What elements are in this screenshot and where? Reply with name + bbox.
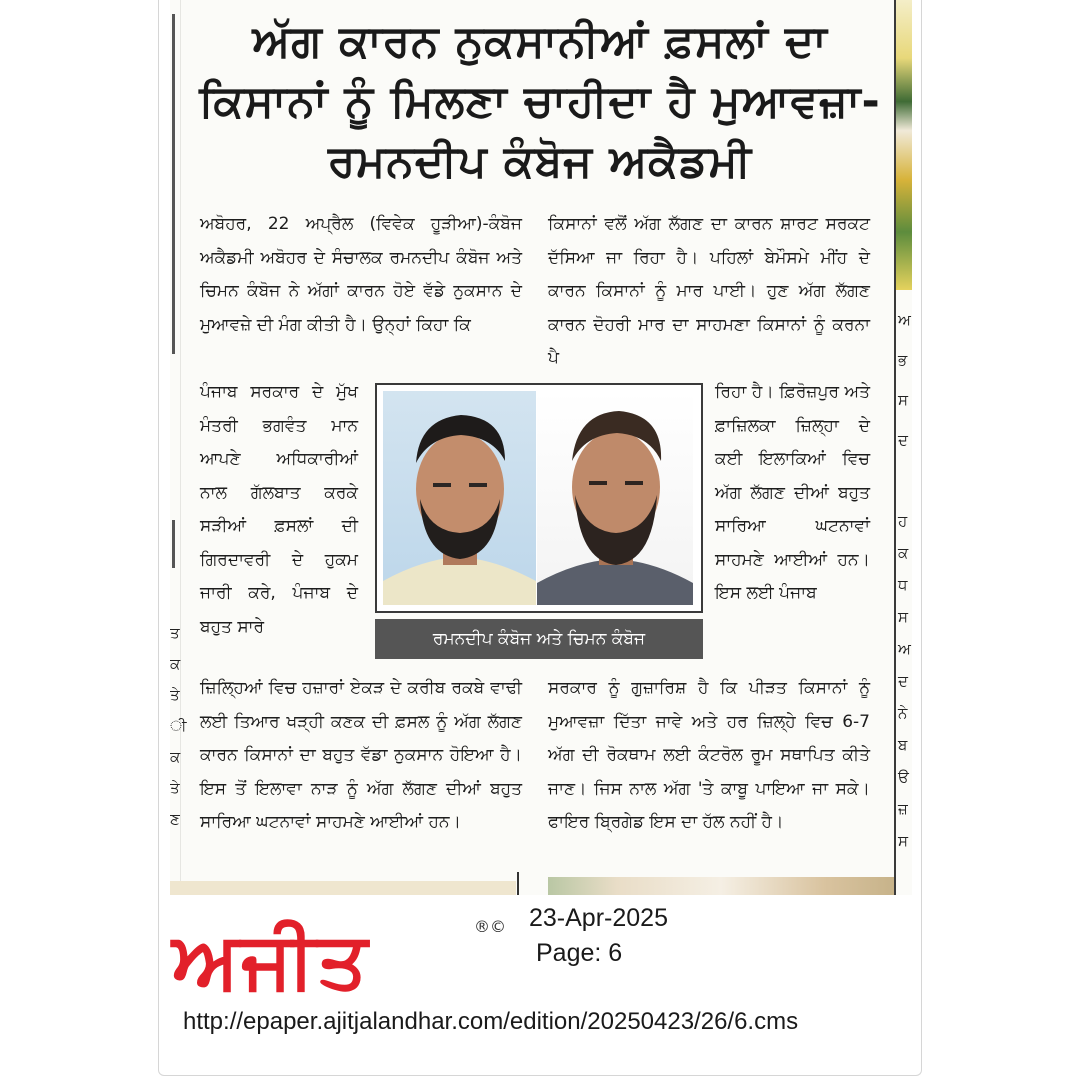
right-edge-lower-char: ਕ <box>898 544 909 562</box>
left-edge-char: ਕ <box>170 655 181 673</box>
right-edge-upper-char: ਅ <box>898 311 911 329</box>
right-edge-lower-char: ਅ <box>898 640 911 658</box>
epaper-url[interactable]: http://epaper.ajitjalandhar.com/edition/20250423/26/6.cms <box>183 1008 799 1035</box>
right-edge-text-lower <box>898 505 912 857</box>
left-column-rule-lower <box>172 520 175 568</box>
portrait-left <box>383 391 536 605</box>
right-edge-lower-char: ਹ <box>898 512 908 530</box>
right-edge-upper-char: ਸ <box>898 391 908 409</box>
left-edge-text <box>170 618 187 835</box>
right-edge-lower-char: ਸ <box>898 608 908 626</box>
page-number: Page: 6 <box>536 939 623 967</box>
article-photo <box>375 383 703 613</box>
article-col1-top: ਅਬੋਹਰ, 22 ਅਪ੍ਰੈਲ (ਵਿਵੇਕ ਹੂੜੀਆ)-ਕੰਬੋਜ ਅਕੈਡਮੀ ਅਬੋਹਰ ਦੇ ਸੰਚਾਲਕ ਰਮਨਦੀਪ ਕੰਬੋਜ ਅਤੇ ਚਿਮਨ ਕੰਬੋਜ ਨੇ ਅੱਗਾਂ ਕਾਰਨ ਹੋਏ ਵੱਡੇ ਨੁਕਸਾਨ ਦੇ ਮੁਆਵਜ਼ੇ ਦੀ ਮੰਗ ਕੀਤੀ ਹੈ। ਉਨ੍ਹਾਂ ਕਿਹਾ ਕਿ <box>200 214 522 335</box>
article-col1-wrap: ਪੰਜਾਬ ਸਰਕਾਰ ਦੇ ਮੁੱਖ ਮੰਤਰੀ ਭਗਵੰਤ ਮਾਨ ਆਪਣੇ ਅਧਿਕਾਰੀਆਂ ਨਾਲ ਗੱਲਬਾਤ ਕਰਕੇ ਸੜੀਆਂ ਫ਼ਸਲਾਂ ਦੀ ਗਿਰਦਾਵਰੀ ਦੇ ਹੁਕਮ ਜਾਰੀ ਕਰੇ, ਪੰਜਾਬ ਦੇ ਬਹੁਤ ਸਾਰੇ <box>200 382 358 637</box>
column-divider-rule <box>517 872 519 895</box>
right-edge-lower-char: ਸ <box>898 832 908 850</box>
left-column-rule <box>172 14 175 354</box>
ajit-logo <box>172 915 512 1007</box>
left-edge-char: ਤੇ <box>170 686 180 704</box>
news-clipping <box>170 0 912 895</box>
left-edge-char: ਤੇ <box>170 779 180 797</box>
article-col2-bottom: ਸਰਕਾਰ ਨੂੰ ਗੁਜ਼ਾਰਿਸ਼ ਹੈ ਕਿ ਪੀੜਤ ਕਿਸਾਨਾਂ ਨੂੰ ਮੁਆਵਜ਼ਾ ਦਿੱਤਾ ਜਾਵੇ ਅਤੇ ਹਰ ਜ਼ਿਲ੍ਹੇ ਵਿਚ 6-7 ਅੱਗ ਦੀ ਰੋਕਥਾਮ ਲਈ ਕੰਟਰੋਲ ਰੂਮ ਸਥਾਪਿਤ ਕੀਤੇ ਜਾਣ। ਜਿਸ ਨਾਲ ਅੱਗ 'ਤੇ ਕਾਬੂ ਪਾਇਆ ਜਾ ਸਕੇ। ਫਾਇਰ ਬ੍ਰਿਗੇਡ ਇਸ ਦਾ ਹੱਲ ਨਹੀਂ ਹੈ। <box>548 678 870 832</box>
article-col1-bottom: ਜ਼ਿਲ੍ਹਿਆਂ ਵਿਚ ਹਜ਼ਾਰਾਂ ਏਕੜ ਦੇ ਕਰੀਬ ਰਕਬੇ ਵਾਢੀ ਲਈ ਤਿਆਰ ਖੜ੍ਹੀ ਕਣਕ ਦੀ ਫ਼ਸਲ ਨੂੰ ਅੱਗ ਲੱਗਣ ਕਾਰਨ ਕਿਸਾਨਾਂ ਦਾ ਬਹੁਤ ਵੱਡਾ ਨੁਕਸਾਨ ਹੋਇਆ ਹੈ। ਇਸ ਤੋਂ ਇਲਾਵਾ ਨਾੜ ਨੂੰ ਅੱਗ ਲੱਗਣ ਦੀਆਂ ਬਹੁਤ ਸਾਰਿਆ ਘਟਨਾਵਾਂ ਸਾਹਮਣੇ ਆਈਆਂ ਹਨ। <box>200 678 522 832</box>
edition-date: 23-Apr-2025 <box>529 904 668 932</box>
left-edge-char: ਕ <box>170 748 181 766</box>
article-col2-top: ਕਿਸਾਨਾਂ ਵਲੋਂ ਅੱਗ ਲੱਗਣ ਦਾ ਕਾਰਨ ਸ਼ਾਰਟ ਸਰਕਟ ਦੱਸਿਆ ਜਾ ਰਿਹਾ ਹੈ। ਪਹਿਲਾਂ ਬੇਮੌਸਮੇ ਮੀਂਹ ਦੇ ਕਾਰਨ ਕਿਸਾਨਾਂ ਨੂੰ ਮਾਰ ਪਾਈ। ਹੁਣ ਅੱਗ ਲੱਗਣ ਕਾਰਨ ਦੋਹਰੀ ਮਾਰ ਦਾ ਸਾਹਮਣਾ ਕਿਸਾਨਾਂ ਨੂੰ ਕਰਨਾ ਪੈ <box>548 214 870 368</box>
portrait-left-figure <box>383 391 536 605</box>
right-edge-lower-char: ਧ <box>898 576 908 594</box>
right-edge-upper-char: ਦ <box>898 431 908 449</box>
right-edge-lower-char: ਬ <box>898 736 908 754</box>
article-headline: ਅੱਗ ਕਾਰਨ ਨੁਕਸਾਨੀਆਂ ਫ਼ਸਲਾਂ ਦਾ ਕਿਸਾਨਾਂ ਨੂੰ ਮਿਲਣਾ ਚਾਹੀਦਾ ਹੈ ਮੁਆਵਜ਼ਾ-ਰਮਨਦੀਪ ਕੰਬੋਜ ਅਕੈਡਮੀ <box>199 16 881 187</box>
left-edge-char: ਤ <box>170 624 180 642</box>
right-edge-text-upper <box>898 300 912 460</box>
right-adjacent-photo <box>896 0 912 290</box>
right-edge-lower-char: ਜ਼ <box>898 800 908 818</box>
next-article-strip-right <box>548 877 894 895</box>
right-edge-lower-char: ਨੇ <box>898 704 908 722</box>
portrait-right <box>537 391 693 605</box>
ajit-logo-text: ਅਜੀਤ <box>172 916 370 1006</box>
article-col2-wrap: ਰਿਹਾ ਹੈ। ਫ਼ਿਰੋਜ਼ਪੁਰ ਅਤੇ ਫ਼ਾਜ਼ਿਲਕਾ ਜ਼ਿਲ੍ਹਾ ਦੇ ਕਈ ਇਲਾਕਿਆਂ ਵਿਚ ਅੱਗ ਲੱਗਣ ਦੀਆਂ ਬਹੁਤ ਸਾਰਿਆ ਘਟਨਾਵਾਂ ਸਾਹਮਣੇ ਆਈਆਂ ਹਨ। ਇਸ ਲਈ ਪੰਜਾਬ <box>715 382 870 603</box>
registered-mark: ®© <box>474 917 506 936</box>
right-edge-upper-char: ਭ <box>898 351 908 369</box>
photo-caption: ਰਮਨਦੀਪ ਕੰਬੋਜ ਅਤੇ ਚਿਮਨ ਕੰਬੋਜ <box>375 619 703 659</box>
right-edge-lower-char: ੳ <box>898 768 909 786</box>
left-edge-char: ਣ <box>170 810 180 828</box>
portrait-right-figure <box>537 391 693 605</box>
right-edge-lower-char: ਦ <box>898 672 908 690</box>
left-edge-char: ੀ <box>170 717 187 735</box>
next-article-strip-left <box>170 881 516 895</box>
